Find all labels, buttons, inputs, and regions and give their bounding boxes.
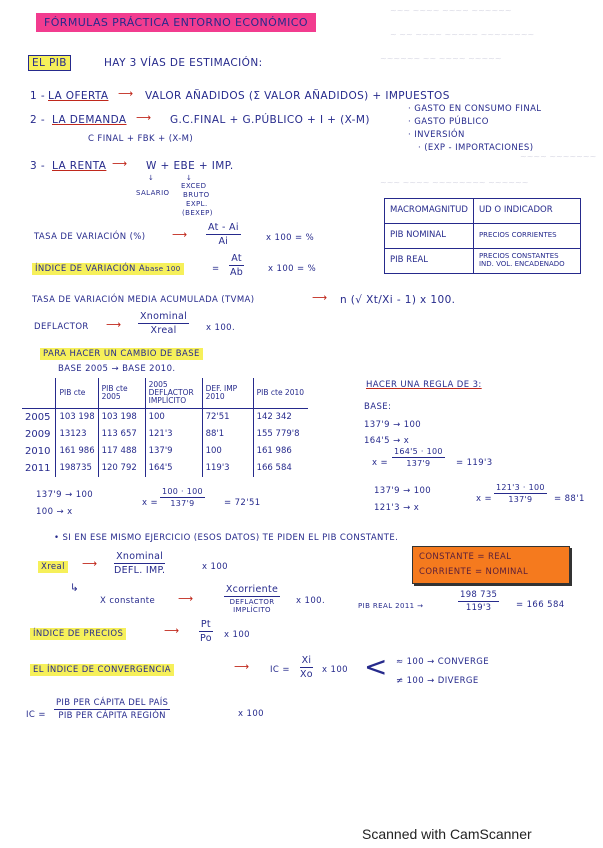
ic-tail: x 100	[238, 709, 264, 719]
regla-result: = 119'3	[456, 458, 493, 468]
indice-eq: =	[212, 264, 220, 274]
precios-tail: x 100	[224, 630, 250, 640]
table-cell: 113 657	[98, 426, 145, 443]
table-header-cell: PIB cte 2010	[253, 378, 308, 408]
tasa-label: TASA DE VARIACIÓN (%)	[34, 232, 146, 242]
regla-fraction	[160, 487, 205, 508]
arrow-icon: ⟶	[106, 319, 122, 331]
table-header-cell: PIB cte	[56, 378, 98, 408]
fraction-numerator: At - Ai	[208, 222, 239, 233]
convergencia-label: EL ÍNDICE DE CONVERGENCIA	[30, 664, 174, 676]
demanda-note: · INVERSIÓN	[408, 130, 465, 140]
table-cell: 2010	[25, 445, 51, 457]
bleed-through-text: ~ ~~ ~~~~ ~~~~~ ~~~~~~~~	[390, 30, 535, 39]
precios-fraction	[198, 619, 214, 644]
regla-line: 100 → x	[36, 507, 73, 517]
pib-intro: HAY 3 VÍAS DE ESTIMACIÓN:	[104, 57, 263, 69]
deflactor-tail: x 100.	[206, 323, 236, 333]
table-cell: 161 986	[253, 443, 308, 460]
fraction-denominator: PIB PER CÁPITA REGIÓN	[58, 711, 166, 721]
ic-pre: IC =	[26, 710, 46, 720]
deflactor-fraction	[138, 311, 189, 336]
table-row	[22, 460, 308, 477]
table-cell: 121'3	[145, 426, 202, 443]
table-row	[22, 426, 308, 443]
regla-line: 137'9 → 100	[364, 420, 422, 430]
fraction-denominator: Ab	[230, 267, 244, 278]
demanda-formula: G.C.FINAL + G.PÚBLICO + I + (X-M)	[170, 114, 370, 126]
renta-w-note: SALARIO	[136, 189, 170, 197]
renta-ebe-note: (BEXEP)	[182, 209, 213, 217]
arrow-icon: ⟶	[164, 625, 180, 637]
demanda-label: LA DEMANDA	[52, 114, 127, 126]
xconst-label: X constante	[100, 596, 156, 606]
regla-line: 137'9 → 100	[374, 486, 432, 496]
regla-line: 164'5 → x	[364, 436, 410, 446]
table-cell: 2005	[25, 411, 51, 423]
demanda-num: 2 -	[30, 114, 46, 126]
fraction-numerator: Xcorriente	[225, 584, 279, 595]
pib-real-2011-result: = 166 584	[516, 600, 565, 610]
table-header-cell: PIB cte 2005	[98, 378, 145, 408]
regla-line: 137'9 → 100	[36, 490, 94, 500]
pib-real-2011-label: PIB REAL 2011 →	[358, 602, 424, 610]
convergencia-tail: x 100	[322, 665, 348, 675]
demanda-formula-alt: C FINAL + FBK + (X-M)	[88, 134, 194, 144]
table-cell: 161 986	[56, 443, 98, 460]
renta-num: 3 -	[30, 160, 46, 172]
fraction-denominator: DEFL. IMP.	[114, 565, 166, 576]
regla-result: = 72'51	[224, 498, 261, 508]
regla-pre: x =	[142, 498, 159, 508]
regla-pre: x =	[476, 494, 493, 504]
fraction-denominator: Xreal	[150, 325, 177, 336]
cambio-base-title: PARA HACER UN CAMBIO DE BASE	[40, 348, 203, 360]
table-header-cell: UD O INDICADOR	[473, 199, 580, 224]
constante-corriente-box	[412, 546, 570, 584]
regla-title: HACER UNA REGLA DE 3:	[366, 380, 482, 390]
table-header-cell	[22, 378, 56, 408]
demanda-note: · GASTO PÚBLICO	[408, 117, 489, 127]
tvma-label: TASA DE VARIACIÓN MEDIA ACUMULADA (TVMA)	[32, 295, 255, 305]
arrow-icon: ⟶	[112, 158, 128, 170]
table-row	[385, 199, 581, 224]
table-cell: 164'5	[145, 460, 202, 477]
tasa-fraction	[206, 222, 241, 247]
indice-tail: x 100 = %	[268, 264, 317, 274]
orange-box-line: CORRIENTE = NOMINAL	[419, 567, 529, 577]
fraction-numerator: Xi	[301, 655, 312, 666]
table-header-cell: MACROMAGNITUD	[385, 199, 474, 224]
regla-base: BASE:	[364, 402, 392, 412]
constante-note: • SI EN ESE MISMO EJERCICIO (ESOS DATOS) TE PIDEN EL PIB CONSTANTE.	[54, 533, 399, 543]
down-arrow-icon: ↓	[148, 174, 155, 182]
table-row	[22, 408, 308, 426]
ic-fraction	[54, 698, 170, 721]
indice-fraction	[228, 253, 245, 278]
demanda-note: · GASTO EN CONSUMO FINAL	[408, 104, 542, 114]
arrow-icon: ⟶	[178, 593, 194, 605]
table-cell: 103 198	[56, 408, 98, 426]
fraction-numerator: 164'5 · 100	[394, 447, 443, 456]
arrow-icon: ⟶	[172, 229, 188, 241]
orange-box-line: CONSTANTE = REAL	[419, 552, 512, 562]
table-row	[22, 378, 308, 408]
fraction-numerator: Pt	[200, 619, 211, 630]
convergencia-case: ≠ 100 → DIVERGE	[396, 676, 479, 686]
page-title: FÓRMULAS PRÁCTICA ENTORNO ECONÓMICO	[36, 13, 316, 32]
table-header-cell: 2005 DEFLACTOR IMPLÍCITO	[145, 378, 202, 408]
renta-ebe-note: BRUTO	[183, 191, 210, 199]
tasa-tail: x 100 = %	[266, 233, 315, 243]
scanner-watermark: Scanned with CamScanner	[362, 826, 532, 842]
table-cell: 100	[202, 443, 253, 460]
corner-arrow-icon: ↳	[70, 582, 80, 594]
regla-fraction	[494, 483, 547, 504]
table-cell: 2009	[25, 428, 51, 440]
convergencia-pre: IC =	[270, 665, 290, 675]
table-cell: 155 779'8	[253, 426, 308, 443]
arrow-icon: ⟶	[136, 112, 152, 124]
xreal-fraction	[112, 551, 167, 576]
fraction-numerator: At	[231, 253, 242, 264]
table-cell: 103 198	[98, 408, 145, 426]
table-cell: PRECIOS CONSTANTES IND. VOL. ENCADENADO	[473, 249, 580, 274]
pib-real-2011-fraction	[458, 590, 499, 613]
tvma-formula: n (√ Xt/Xi - 1) x 100.	[340, 294, 456, 306]
table-cell: PRECIOS CORRIENTES	[473, 224, 580, 249]
less-than-brace-icon: <	[364, 650, 388, 683]
table-header-cell: DEF. IMP 2010	[202, 378, 253, 408]
bleed-through-text: ~~~ ~~~~ ~~~~~~~~ ~~~~~~	[380, 178, 529, 187]
bleed-through-text: ~~~ ~~~~ ~~~~ ~~~~~~	[390, 6, 512, 15]
fraction-denominator: 119'3	[465, 603, 492, 613]
xreal-tail: x 100	[202, 562, 228, 572]
renta-ebe-note: EXCED	[181, 182, 207, 190]
table-cell: PIB REAL	[385, 249, 474, 274]
fraction-numerator: 198 735	[460, 590, 498, 600]
indice-label-text: ÍNDICE DE VARIACIÓN A	[35, 264, 146, 274]
renta-label: LA RENTA	[52, 160, 107, 172]
table-cell: PIB NOMINAL	[385, 224, 474, 249]
bleed-through-text: ~~~~ ~~~~~~~	[520, 152, 597, 161]
table-cell: 88'1	[202, 426, 253, 443]
fraction-numerator: 121'3 · 100	[496, 483, 545, 492]
arrow-icon: ⟶	[82, 558, 98, 570]
fraction-denominator: 137'9	[508, 495, 533, 504]
table-cell: 120 792	[98, 460, 145, 477]
oferta-num: 1 -	[30, 90, 46, 102]
xreal-label: Xreal	[38, 561, 68, 573]
table-cell: 100	[145, 408, 202, 426]
renta-formula: W + EBE + IMP.	[146, 160, 234, 172]
renta-ebe-note: EXPL.	[186, 200, 208, 208]
regla-result: = 88'1	[554, 494, 585, 504]
fraction-numerator: 100 · 100	[162, 487, 203, 496]
regla-fraction	[392, 447, 445, 468]
xconst-tail: x 100.	[296, 596, 326, 606]
indice-label-sub: base 100	[145, 265, 181, 273]
table-cell: 2011	[25, 462, 51, 474]
table-cell: 198735	[56, 460, 98, 477]
convergencia-case: ≈ 100 → CONVERGE	[396, 657, 490, 667]
xconst-fraction	[218, 584, 286, 614]
regla-line: 121'3 → x	[374, 503, 420, 513]
precios-label: ÍNDICE DE PRECIOS	[30, 628, 126, 640]
table-cell: 119'3	[202, 460, 253, 477]
table-row	[22, 443, 308, 460]
fraction-denominator: Po	[200, 633, 212, 644]
table-cell: 137'9	[145, 443, 202, 460]
arrow-icon: ⟶	[234, 661, 250, 673]
table-cell: 72'51	[202, 408, 253, 426]
table-cell: 142 342	[253, 408, 308, 426]
pib-tag: EL PIB	[28, 55, 71, 71]
fraction-denominator: DEFLACTOR IMPLÍCITO	[229, 598, 275, 614]
deflactor-label: DEFLACTOR	[34, 322, 89, 332]
demanda-note: · (EXP - IMPORTACIONES)	[418, 143, 534, 153]
table-row	[385, 224, 581, 249]
table-row	[385, 249, 581, 274]
fraction-denominator: 137'9	[170, 499, 195, 508]
regla-pre: x =	[372, 458, 389, 468]
arrow-icon: ⟶	[312, 292, 328, 304]
bleed-through-text: ~~~~~~ ~~ ~~~~ ~~~~~	[380, 54, 502, 63]
table-cell: 13123	[56, 426, 98, 443]
oferta-formula: VALOR AÑADIDOS (Σ VALOR AÑADIDOS) + IMPUESTOS	[145, 90, 450, 102]
cambio-base-subtitle: BASE 2005 → BASE 2010.	[58, 364, 176, 374]
fraction-denominator: Ai	[218, 236, 229, 247]
oferta-label: LA OFERTA	[48, 90, 109, 102]
fraction-numerator: PIB PER CÁPITA DEL PAÍS	[56, 698, 169, 708]
table-cell: 117 488	[98, 443, 145, 460]
arrow-icon: ⟶	[118, 88, 134, 100]
table-cell: 166 584	[253, 460, 308, 477]
down-arrow-icon: ↓	[186, 174, 193, 182]
cambio-base-table	[22, 378, 308, 477]
fraction-denominator: 137'9	[406, 459, 431, 468]
convergencia-fraction	[298, 655, 315, 680]
macromagnitud-table	[384, 198, 581, 274]
fraction-numerator: Xnominal	[116, 551, 164, 562]
fraction-denominator: Xo	[300, 669, 313, 680]
indice-label	[32, 263, 184, 275]
fraction-numerator: Xnominal	[140, 311, 188, 322]
